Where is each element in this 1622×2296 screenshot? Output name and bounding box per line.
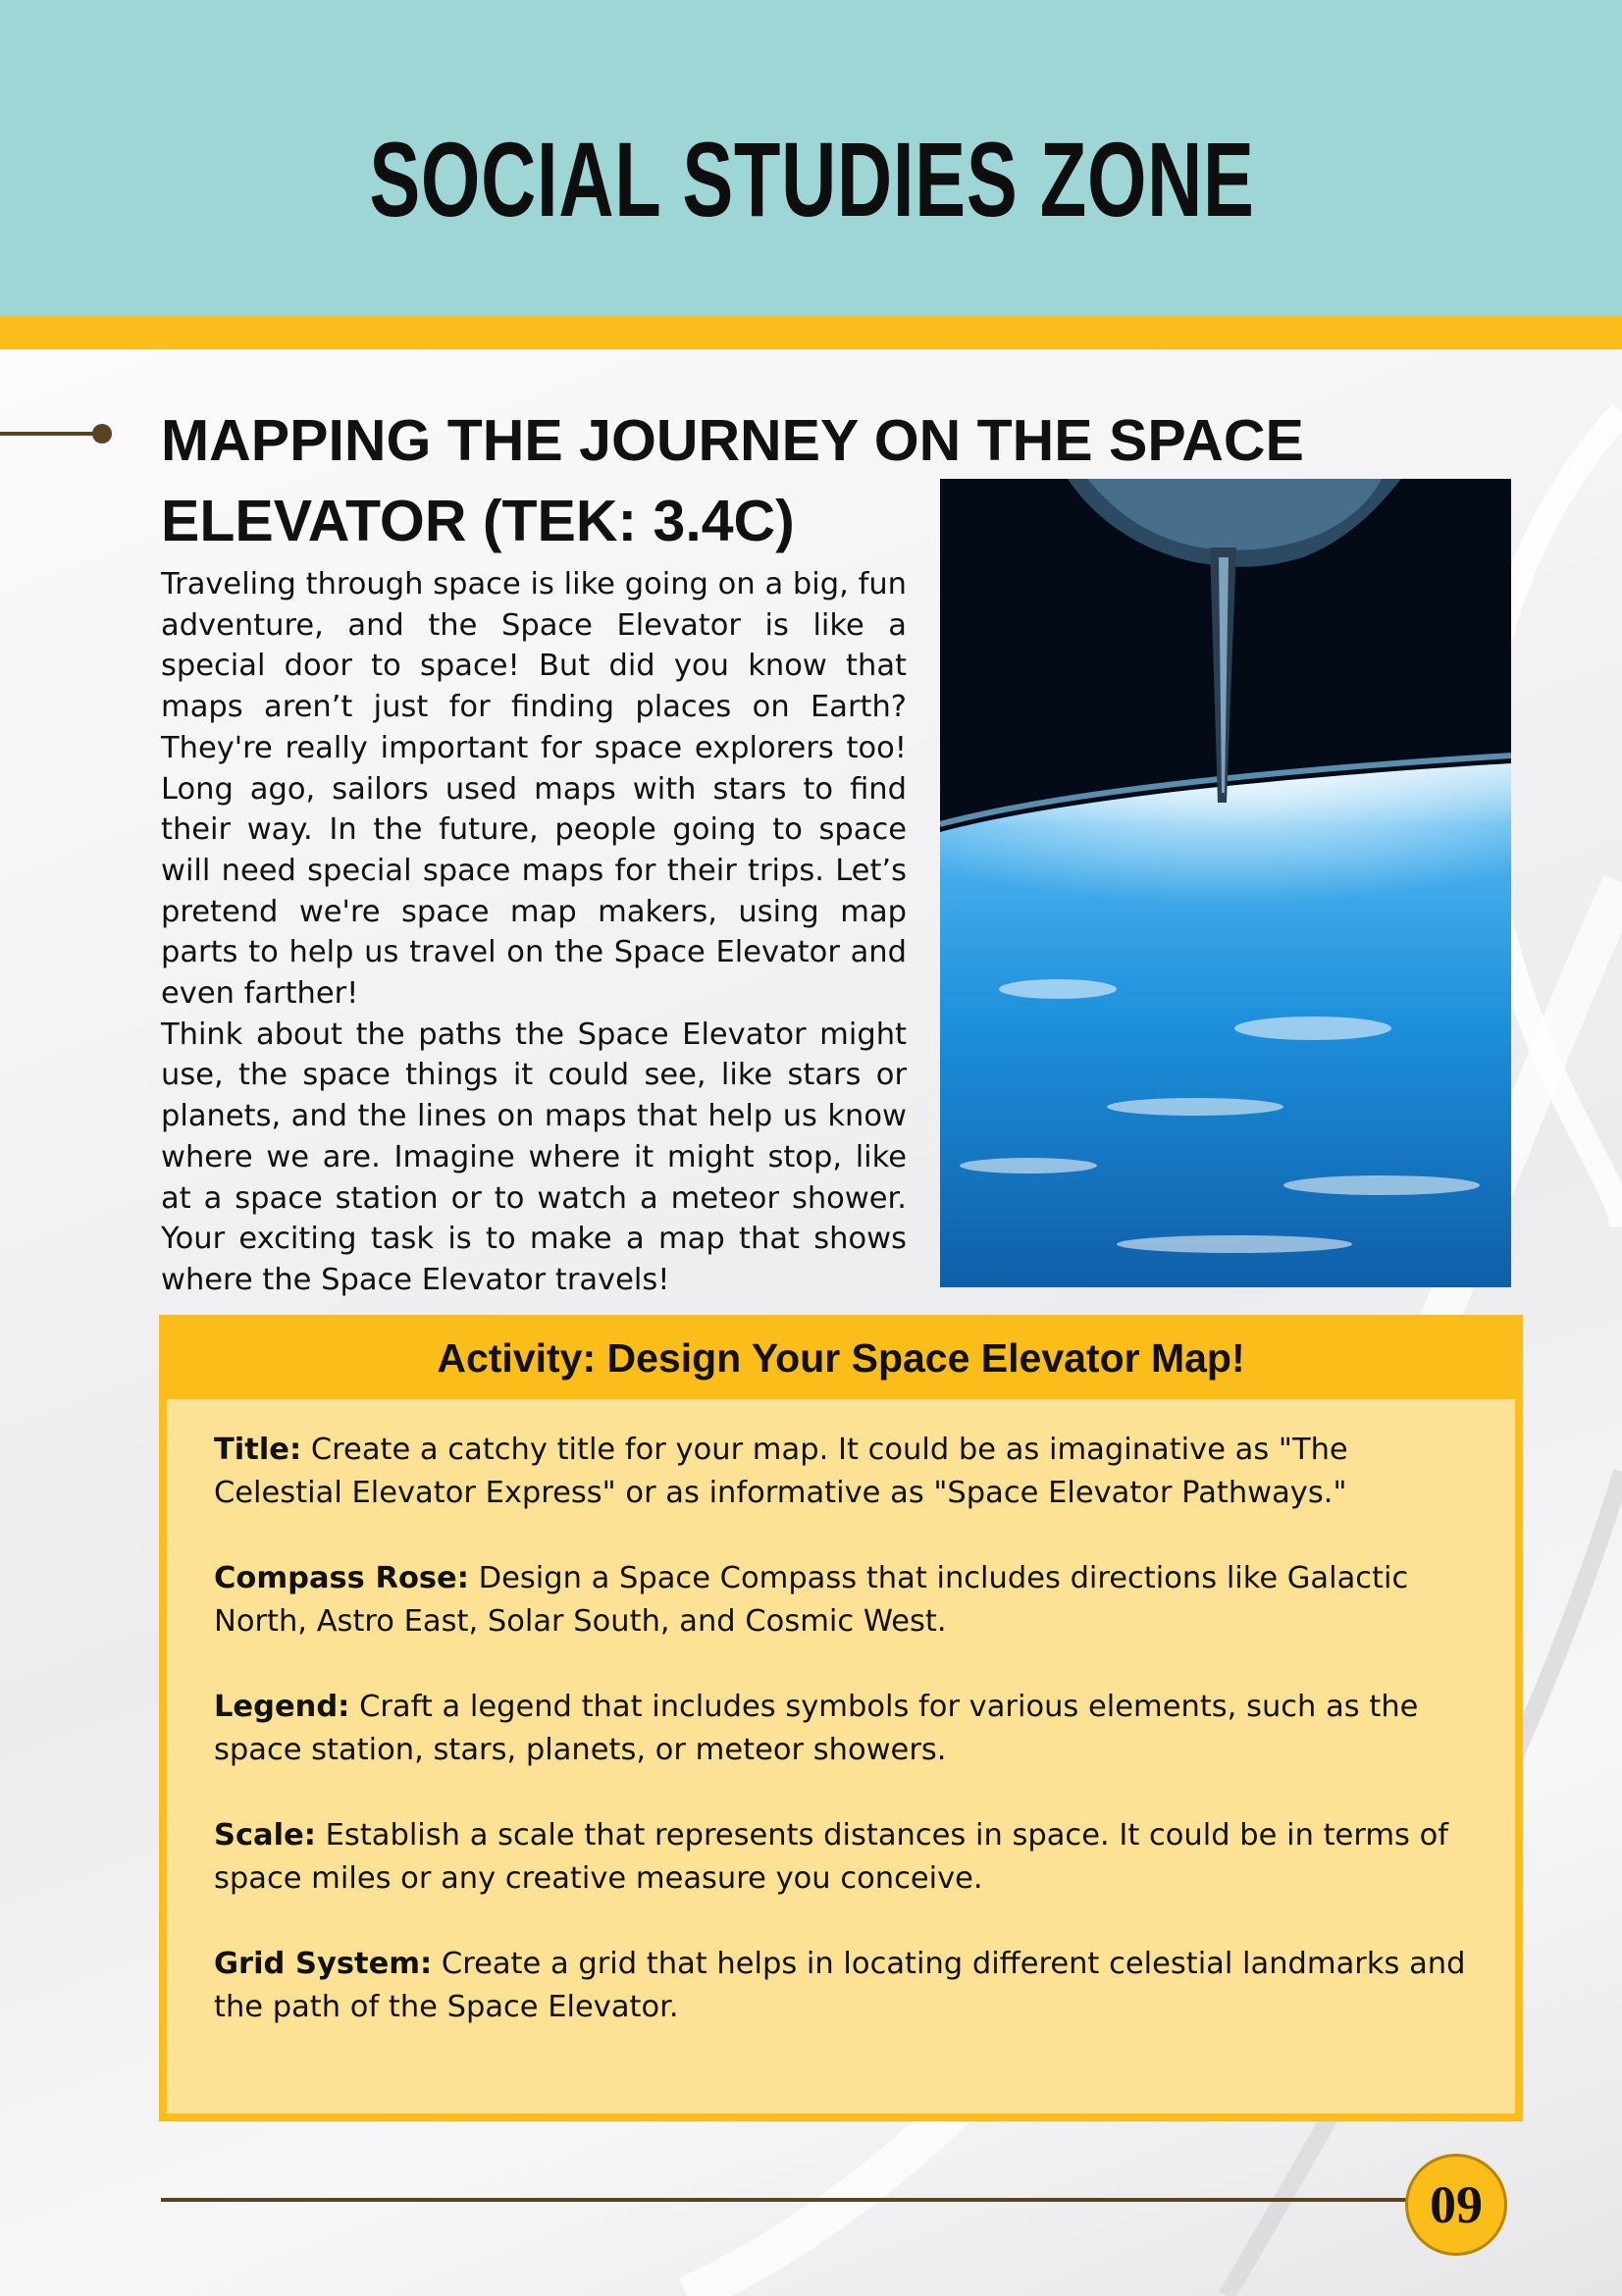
activity-list	[214, 1429, 1480, 2071]
activity-item-label: Scale:	[214, 1818, 316, 1852]
activity-item-compass-rose	[214, 1557, 1480, 1644]
header-accent-stripe	[0, 316, 1622, 349]
activity-item-title	[214, 1429, 1480, 1515]
activity-item-label: Grid System:	[214, 1947, 433, 1981]
title-bullet-dot	[92, 424, 112, 444]
article-paragraph-1: Traveling through space is like going on a big, fun adventure, and the Space Elevator is like a special door to space! But did you know that maps aren’t just for finding places on Earth? They're really important for space explorers too! Long ago, sailors used maps with stars to find their way. In the future, people going to space will need special space maps for their trips. Let’s pretend we're space map makers, using map parts to help us travel on the Space Elevator and even farther!	[161, 567, 907, 1012]
title-bullet-line	[0, 432, 98, 436]
activity-item-scale	[214, 1814, 1480, 1901]
zone-title: SOCIAL STUDIES ZONE	[369, 120, 1255, 238]
activity-item-label: Legend:	[214, 1690, 350, 1724]
activity-item-text: Craft a legend that includes symbols for various elements, such as the space station, stars, planets, or meteor showers.	[214, 1690, 1419, 1767]
activity-item-grid-system	[214, 1943, 1480, 2029]
activity-box	[159, 1315, 1523, 2121]
activity-item-label: Compass Rose:	[214, 1561, 469, 1595]
activity-item-legend	[214, 1686, 1480, 1772]
footer-rule	[161, 2198, 1427, 2202]
page-number-badge: 09	[1405, 2154, 1507, 2256]
activity-item-text: Design a Space Compass that includes directions like Galactic North, Astro East, Solar South, and Cosmic West.	[214, 1561, 1409, 1639]
activity-item-label: Title:	[214, 1433, 302, 1467]
activity-item-text: Create a catchy title for your map. It could be as imaginative as "The Celestial Elevator Express" or as informative as "Space Elevator Pathways."	[214, 1433, 1348, 1510]
activity-item-text: Establish a scale that represents distances in space. It could be in terms of space miles or any creative measure you conceive.	[214, 1818, 1449, 1896]
space-elevator-photo	[940, 479, 1511, 1287]
activity-panel	[167, 1399, 1515, 2113]
earth-from-space-illustration	[940, 479, 1511, 1287]
activity-heading: Activity: Design Your Space Elevator Map!	[437, 1335, 1245, 1381]
activity-item-text: Create a grid that helps in locating different celestial landmarks and the path of the Space Elevator.	[214, 1947, 1466, 2024]
article-paragraph-2: Think about the paths the Space Elevator might use, the space things it could see, like stars or planets, and the lines on maps that help us know where we are. Imagine where it might stop, like at a space station or to watch a meteor shower. Your exciting task is to make a map that shows where the Space Elevator travels!	[161, 1017, 907, 1297]
article-title: MAPPING THE JOURNEY ON THE SPACE ELEVATOR (TEK: 3.4C)	[161, 408, 1304, 553]
article-body	[161, 564, 907, 1301]
